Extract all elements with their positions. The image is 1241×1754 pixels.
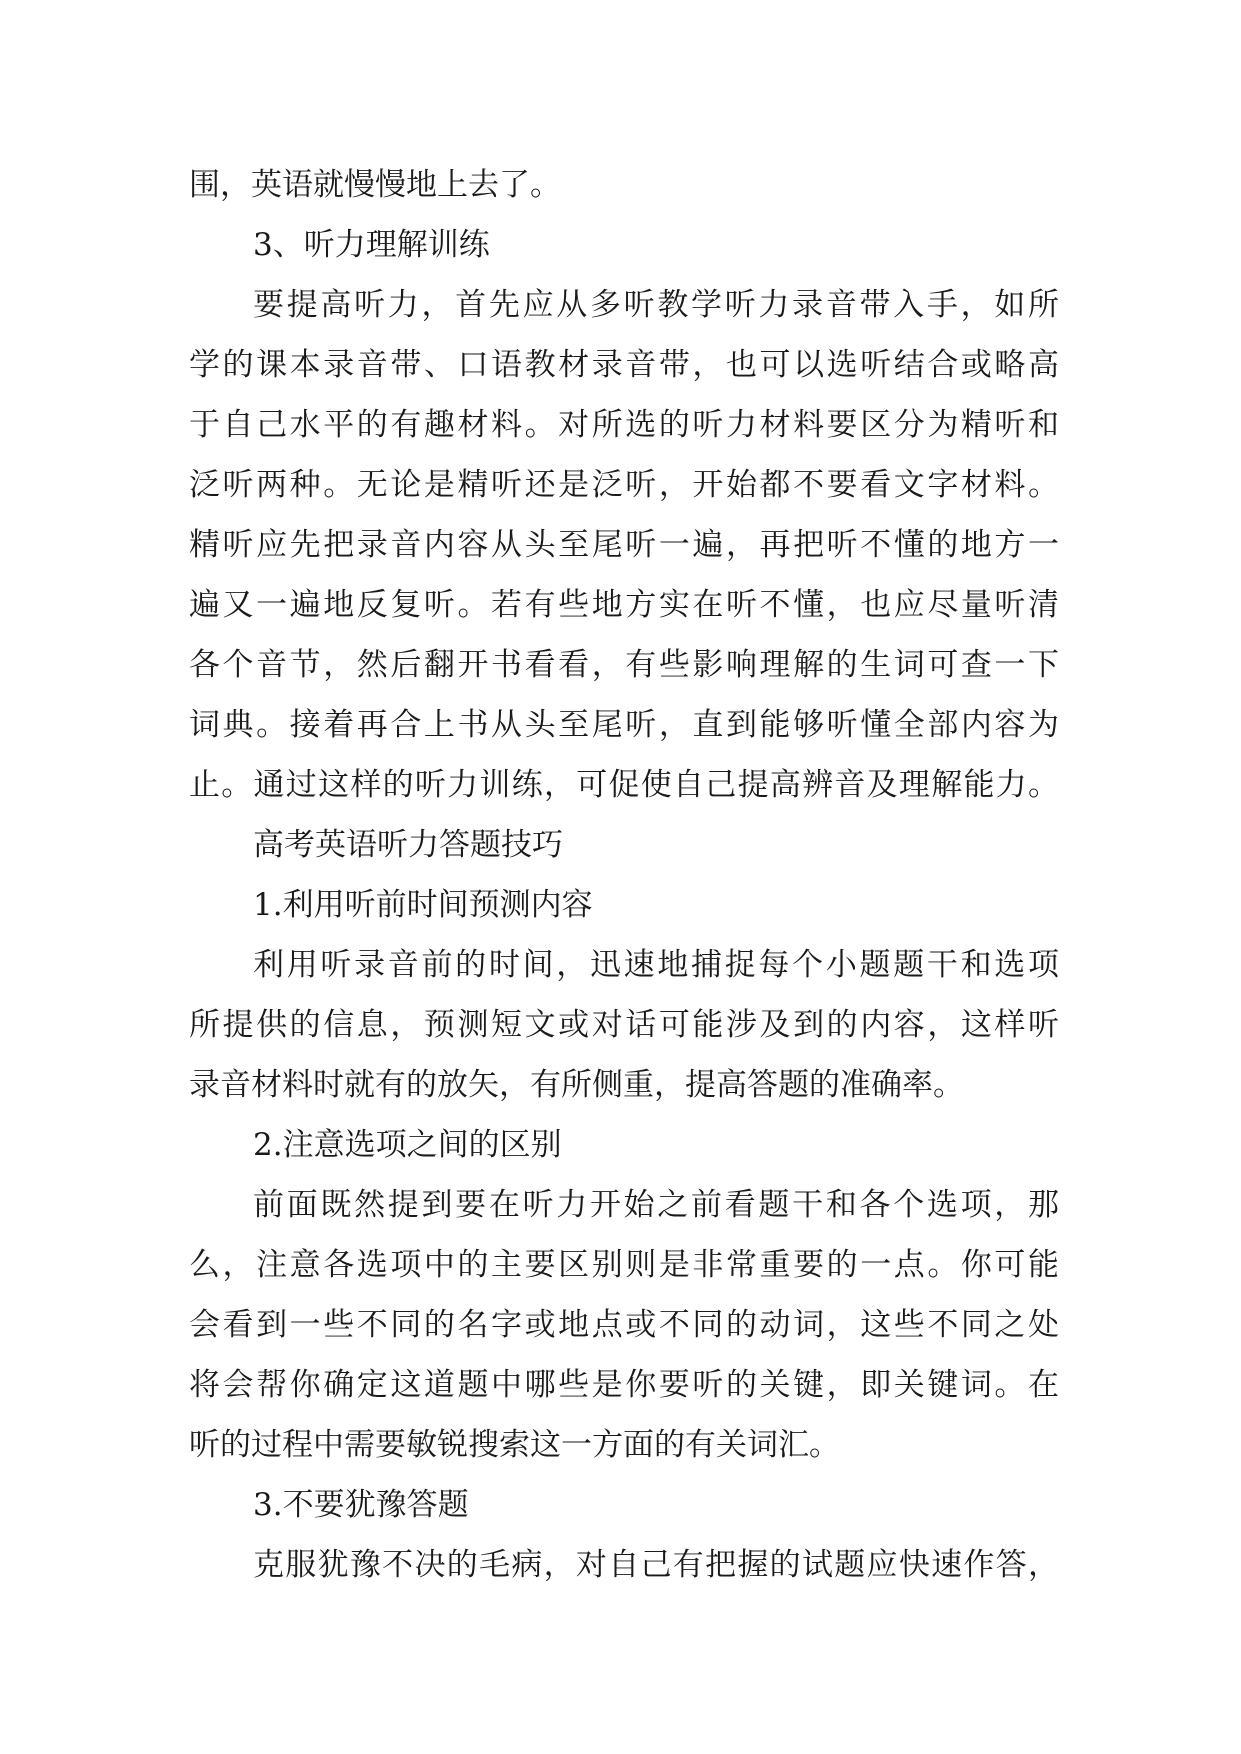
subsection-heading: 3.不要犹豫答题 [253, 1487, 469, 1523]
subsection-heading: 1.利用听前时间预测内容 [253, 887, 593, 923]
text-line: 么，注意各选项中的主要区别则是非常重要的一点。你可能 [189, 1247, 1059, 1283]
text-line: 听的过程中需要敏锐搜索这一方面的有关词汇。 [189, 1427, 840, 1463]
subsection-heading: 2.注意选项之间的区别 [253, 1127, 562, 1163]
text-line: 录音材料时就有的放矢，有所侧重，提高答题的准确率。 [189, 1067, 964, 1103]
document-body [189, 155, 1059, 1595]
section-heading: 3、听力理解训练 [253, 227, 490, 263]
text-line: 词典。接着再合上书从头至尾听，直到能够听懂全部内容为 [189, 707, 1059, 743]
text-line: 止。通过这样的听力训练，可促使自己提高辨音及理解能力。 [189, 767, 1059, 803]
text-line: 利用听录音前的时间，迅速地捕捉每个小题题干和选项 [253, 947, 1059, 983]
text-line: 泛听两种。无论是精听还是泛听，开始都不要看文字材料。 [189, 467, 1059, 503]
text-line: 所提供的信息，预测短文或对话可能涉及到的内容，这样听 [189, 1007, 1059, 1043]
section-heading: 高考英语听力答题技巧 [253, 827, 563, 863]
text-line: 遍又一遍地反复听。若有些地方实在听不懂，也应尽量听清 [189, 587, 1059, 623]
text-line: 要提高听力，首先应从多听教学听力录音带入手，如所 [253, 287, 1059, 323]
text-line: 精听应先把录音内容从头至尾听一遍，再把听不懂的地方一 [189, 527, 1059, 563]
text-line: 前面既然提到要在听力开始之前看题干和各个选项，那 [253, 1187, 1059, 1223]
text-line: 学的课本录音带、口语教材录音带，也可以选听结合或略高 [189, 347, 1059, 383]
text-line: 各个音节，然后翻开书看看，有些影响理解的生词可查一下 [189, 647, 1059, 683]
text-line: 克服犹豫不决的毛病，对自己有把握的试题应快速作答， [253, 1547, 1059, 1583]
text-line: 于自己水平的有趣材料。对所选的听力材料要区分为精听和 [189, 407, 1059, 443]
text-line: 会看到一些不同的名字或地点或不同的动词，这些不同之处 [189, 1307, 1059, 1343]
text-line: 围，英语就慢慢地上去了。 [189, 167, 561, 203]
text-line: 将会帮你确定这道题中哪些是你要听的关键，即关键词。在 [189, 1367, 1059, 1403]
